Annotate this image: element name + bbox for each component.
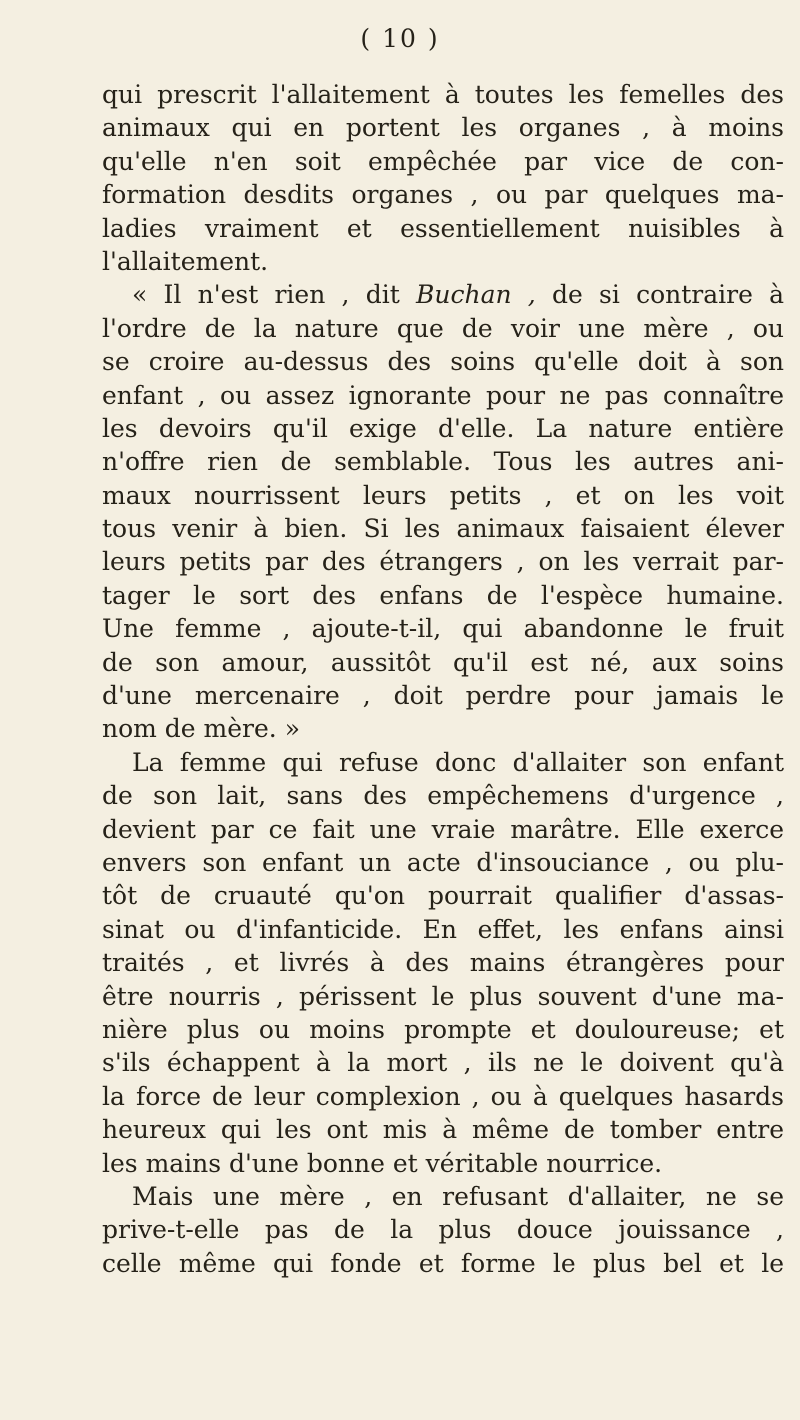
text-line: animaux qui en portent les organes , à moins (102, 113, 784, 143)
text-line: Une femme , ajoute-t-il, qui abandonne le fruit (102, 614, 784, 644)
text-line: tôt de cruauté qu'on pourrait qualifier d'assas- (102, 881, 784, 911)
text-line: devient par ce fait une vraie marâtre. Elle exerce (102, 814, 784, 844)
paragraph-4 (102, 1180, 784, 1280)
text-line: la force de leur complexion , ou à quelques hasards (102, 1081, 784, 1111)
paragraph-3 (102, 746, 784, 1180)
text-line: n'offre rien de semblable. Tous les autres ani- (102, 447, 784, 477)
paragraph-2-quote (102, 278, 784, 745)
text-line: qui prescrit l'allaitement à toutes les femelles des (102, 80, 784, 109)
text-line: celle même qui fonde et forme le plus bel et le (102, 1248, 784, 1278)
text-line: les devoirs qu'il exige d'elle. La nature entière (102, 413, 784, 443)
text-line: se croire au-dessus des soins qu'elle doit à son (102, 347, 784, 377)
text-line-with-author (102, 278, 784, 311)
text-line: heureux qui les ont mis à même de tomber entre (102, 1115, 784, 1145)
text-line: prive-t-elle pas de la plus douce jouissance , (102, 1215, 784, 1245)
text-line: l'ordre de la nature que de voir une mère , ou (102, 313, 784, 343)
text-line: s'ils échappent à la mort , ils ne le doivent qu'à (102, 1048, 784, 1078)
text-line: être nourris , périssent le plus souvent d'une ma- (102, 981, 784, 1011)
quote-continuation: de si contraire à (535, 280, 784, 310)
text-line: tous venir à bien. Si les animaux faisaient élever (102, 514, 784, 544)
cited-author: Buchan , (416, 280, 536, 310)
text-line: enfant , ou assez ignorante pour ne pas connaître (102, 380, 784, 410)
text-line: qu'elle n'en soit empêchée par vice de con- (102, 146, 784, 176)
text-line: l'allaitement. (102, 246, 269, 276)
text-line: ladies vraiment et essentiellement nuisibles à (102, 213, 784, 243)
text-line: nière plus ou moins prompte et douloureuse; et (102, 1014, 784, 1044)
text-line: les mains d'une bonne et véritable nourrice. (102, 1148, 663, 1178)
text-line: envers son enfant un acte d'insouciance , ou plu- (102, 847, 784, 877)
text-line: formation desdits organes , ou par quelques ma- (102, 180, 784, 210)
page-number: ( 10 ) (360, 24, 440, 53)
text-line: maux nourrissent leurs petits , et on les voit (102, 480, 784, 510)
body-text (102, 78, 784, 1280)
text-line: nom de mère. » (102, 714, 300, 744)
text-line: La femme qui refuse donc d'allaiter son enfant (132, 747, 784, 777)
text-line: sinat ou d'infanticide. En effet, les enfans ainsi (102, 914, 784, 944)
text-line: de son amour, aussitôt qu'il est né, aux soins (102, 647, 784, 677)
text-line: leurs petits par des étrangers , on les verrait par- (102, 547, 784, 577)
quote-opening: « Il n'est rien , dit (132, 280, 416, 310)
text-line: d'une mercenaire , doit perdre pour jamais le (102, 681, 784, 711)
text-line: tager le sort des enfans de l'espèce humaine. (102, 580, 784, 610)
text-line: de son lait, sans des empêchemens d'urgence , (102, 781, 784, 811)
text-line: Mais une mère , en refusant d'allaiter, ne se (132, 1181, 784, 1211)
paragraph-1 (102, 78, 784, 278)
text-line: traités , et livrés à des mains étrangères pour (102, 948, 784, 978)
